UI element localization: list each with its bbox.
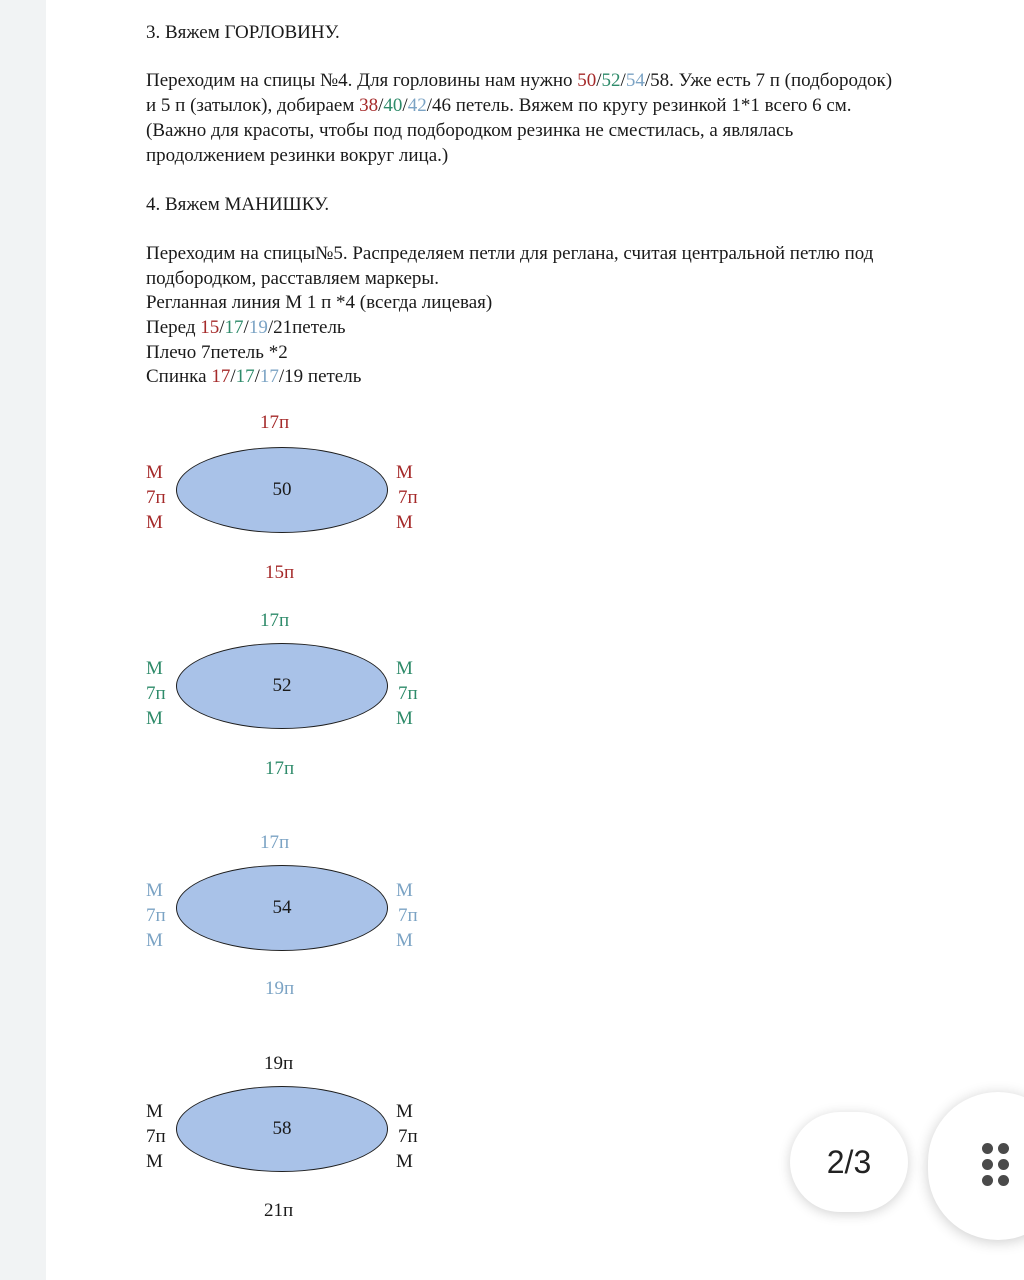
- marker-left-top: М: [146, 462, 163, 483]
- text-run: /46 петель. Вяжем по кругу резинкой 1*1 всего 6 см.: [426, 95, 852, 116]
- section3-line3: (Важно для красоты, чтобы под подбородком резинка не сместилась, а являлась: [146, 120, 794, 141]
- total-stitches: 50: [272, 479, 292, 500]
- section3-heading: 3. Вяжем ГОРЛОВИНУ.: [146, 22, 340, 43]
- marker-left-bottom: М: [146, 512, 163, 533]
- section4-heading: 4. Вяжем МАНИШКУ.: [146, 194, 330, 215]
- size-value-red: 50: [577, 70, 597, 91]
- diagram-top-count: 17п: [260, 610, 290, 631]
- text-run: Перед: [146, 317, 201, 338]
- text-run: /: [243, 317, 249, 338]
- page-grid-button[interactable]: [928, 1092, 1024, 1240]
- text-run: Переходим на спицы №4. Для горловины нам нужно: [146, 70, 578, 91]
- section3-line1: [146, 68, 892, 93]
- size-value-blue: 54: [625, 70, 645, 91]
- size-value-green: 17: [235, 366, 255, 387]
- size-value-red: 15: [200, 317, 220, 338]
- size-value-blue: 42: [407, 95, 427, 116]
- marker-left-bottom: М: [146, 930, 163, 951]
- shoulder-right: 7п: [398, 1126, 418, 1147]
- marker-left-top: М: [146, 880, 163, 901]
- marker-left-bottom: М: [146, 1151, 163, 1172]
- section3-line2: [146, 93, 852, 118]
- diagram-bottom-count: 19п: [265, 978, 295, 999]
- text-run: Спинка: [146, 366, 212, 387]
- section4-line2: подбородком, расставляем маркеры.: [146, 268, 439, 289]
- total-stitches: 54: [272, 897, 292, 918]
- diagram-top-count: 17п: [260, 412, 290, 433]
- marker-left-top: М: [146, 1101, 163, 1122]
- neckline-diagram-52: [46, 598, 446, 798]
- marker-right-bottom: М: [396, 512, 413, 533]
- size-value-blue: 19: [248, 317, 268, 338]
- shoulder-left: 7п: [146, 905, 166, 926]
- shoulder-right: 7п: [398, 905, 418, 926]
- grid-dots-icon: [928, 1092, 1024, 1240]
- marker-right-top: М: [396, 1101, 413, 1122]
- size-value-green: 40: [383, 95, 403, 116]
- text-run: /: [620, 70, 626, 91]
- marker-right-bottom: М: [396, 708, 413, 729]
- section3-line4: продолжением резинки вокруг лица.): [146, 145, 449, 166]
- size-value-blue: 17: [259, 366, 279, 387]
- marker-right-top: М: [396, 658, 413, 679]
- diagram-bottom-count: 15п: [265, 562, 295, 583]
- text-run: /: [402, 95, 408, 116]
- section4-line1: Переходим на спицы№5. Распределяем петли для реглана, считая центральной петлю под: [146, 243, 874, 264]
- text-run: /: [219, 317, 225, 338]
- text-run: /21петель: [267, 317, 346, 338]
- marker-right-bottom: М: [396, 930, 413, 951]
- marker-right-top: М: [396, 462, 413, 483]
- size-value-red: 17: [211, 366, 231, 387]
- diagram-top-count: 19п: [264, 1053, 294, 1074]
- text-run: /: [254, 366, 260, 387]
- text-run: и 5 п (затылок), добираем: [146, 95, 360, 116]
- shoulder-right: 7п: [398, 683, 418, 704]
- shoulder-left: 7п: [146, 683, 166, 704]
- raglan-line: Регланная линия М 1 п *4 (всегда лицевая): [146, 292, 493, 313]
- total-stitches: 58: [272, 1118, 292, 1139]
- size-value-red: 38: [359, 95, 379, 116]
- text-run: /19 петель: [278, 366, 362, 387]
- back-line: [146, 364, 361, 389]
- marker-left-bottom: М: [146, 708, 163, 729]
- marker-left-top: М: [146, 658, 163, 679]
- front-line: [146, 315, 346, 340]
- shoulder-right: 7п: [398, 487, 418, 508]
- neckline-diagram-54: [46, 820, 446, 1020]
- shoulder-left: 7п: [146, 487, 166, 508]
- neckline-diagram-58: [46, 1041, 446, 1241]
- shoulder-left: 7п: [146, 1126, 166, 1147]
- shoulder-line: Плечо 7петель *2: [146, 342, 288, 363]
- document-page: [46, 0, 1024, 1280]
- marker-right-top: М: [396, 880, 413, 901]
- text-run: /58. Уже есть 7 п (подбородок): [644, 70, 893, 91]
- marker-right-bottom: М: [396, 1151, 413, 1172]
- text-run: /: [378, 95, 384, 116]
- diagram-top-count: 17п: [260, 832, 290, 853]
- size-value-green: 17: [224, 317, 244, 338]
- diagram-bottom-count: 21п: [264, 1200, 294, 1221]
- text-run: /: [230, 366, 236, 387]
- diagram-bottom-count: 17п: [265, 758, 295, 779]
- text-run: /: [596, 70, 602, 91]
- page-indicator[interactable]: 2/3: [790, 1112, 908, 1212]
- total-stitches: 52: [272, 675, 292, 696]
- size-value-green: 52: [601, 70, 621, 91]
- neckline-diagram-50: [46, 402, 446, 602]
